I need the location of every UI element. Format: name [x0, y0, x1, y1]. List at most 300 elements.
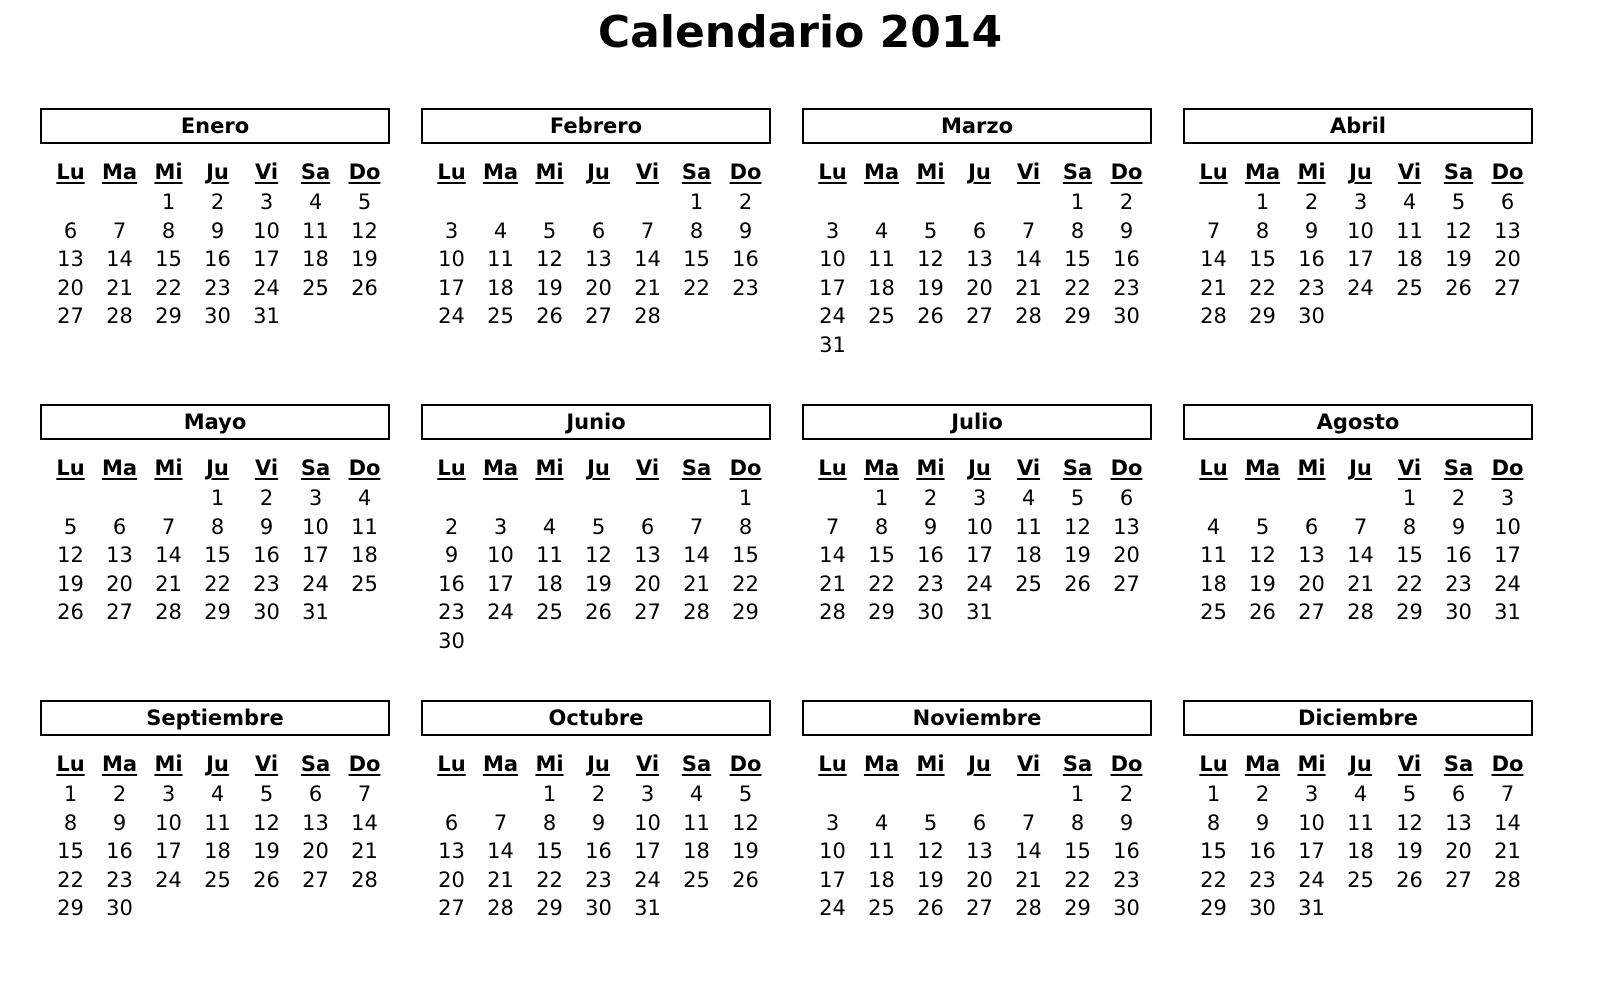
day-number: 20	[302, 839, 329, 863]
day-number: 15	[732, 543, 759, 567]
day-number: 31	[966, 600, 993, 624]
day-number: 8	[1070, 810, 1085, 835]
day-number: 28	[1015, 896, 1042, 920]
day-number: 25	[1347, 867, 1374, 892]
day-number: 29	[868, 600, 895, 624]
day-number: 10	[155, 810, 182, 835]
weekday-label: Vi	[635, 752, 660, 776]
weekday-label: Sa	[300, 456, 331, 480]
day-number: 10	[634, 810, 661, 835]
month-name: Septiembre	[40, 700, 390, 736]
day-number: 29	[1200, 896, 1227, 920]
day-number: 6	[1500, 190, 1515, 214]
day-number: 14	[634, 247, 661, 271]
day-number: 28	[819, 600, 846, 624]
day-grid	[427, 484, 771, 655]
day-number: 14	[1015, 839, 1042, 863]
day-number: 28	[634, 304, 661, 328]
day-number: 17	[966, 543, 993, 567]
day-number: 1	[874, 486, 889, 510]
day-number: 8	[210, 514, 225, 539]
weekday-label: Mi	[154, 752, 183, 776]
day-number: 15	[1064, 839, 1091, 863]
day-number: 21	[1015, 275, 1042, 300]
day-number: 9	[1119, 218, 1134, 243]
day-number: 1	[738, 486, 753, 510]
weekday-label: Ju	[968, 752, 991, 776]
day-number: 12	[1396, 810, 1423, 835]
day-number: 11	[683, 810, 710, 835]
day-number: 12	[917, 247, 944, 271]
day-number: 13	[1113, 514, 1140, 539]
day-grid	[1189, 484, 1533, 627]
weekday-label: Do	[348, 752, 381, 776]
day-number: 30	[1298, 304, 1325, 328]
day-number: 23	[1298, 275, 1325, 300]
day-number: 26	[253, 867, 280, 892]
day-number: 31	[253, 304, 280, 328]
weekday-label: Ju	[587, 160, 610, 184]
weekday-label: Sa	[300, 160, 331, 184]
day-number: 21	[819, 571, 846, 596]
day-number: 20	[634, 571, 661, 596]
day-number: 22	[1200, 867, 1227, 892]
weekday-label: Lu	[437, 456, 466, 480]
day-number: 19	[536, 275, 563, 300]
day-number: 2	[1255, 782, 1270, 806]
weekday-label: Do	[1491, 456, 1524, 480]
day-number: 17	[1347, 247, 1374, 271]
weekday-label: Sa	[1062, 160, 1093, 184]
day-number: 27	[966, 896, 993, 920]
day-number: 24	[302, 571, 329, 596]
weekday-label: Vi	[635, 456, 660, 480]
day-number: 7	[1021, 810, 1036, 835]
weekday-header-row	[1189, 156, 1533, 188]
day-number: 18	[1015, 543, 1042, 567]
day-number: 18	[302, 247, 329, 271]
weekday-label: Ma	[482, 752, 519, 776]
day-number: 13	[634, 543, 661, 567]
day-number: 5	[259, 782, 274, 806]
day-number: 22	[1396, 571, 1423, 596]
day-number: 24	[819, 896, 846, 920]
day-number: 11	[487, 247, 514, 271]
day-number: 24	[487, 600, 514, 624]
day-number: 2	[1451, 486, 1466, 510]
weekday-label: Ju	[587, 752, 610, 776]
day-number: 27	[966, 304, 993, 328]
day-number: 23	[917, 571, 944, 596]
day-number: 8	[689, 218, 704, 243]
day-number: 7	[161, 514, 176, 539]
day-number: 25	[1396, 275, 1423, 300]
weekday-label: Sa	[681, 752, 712, 776]
day-number: 11	[204, 810, 231, 835]
day-number: 11	[868, 247, 895, 271]
day-number: 29	[57, 896, 84, 920]
day-number: 20	[1445, 839, 1472, 863]
day-number: 4	[357, 486, 372, 510]
day-number: 26	[732, 867, 759, 892]
day-number: 18	[536, 571, 563, 596]
day-number: 4	[493, 218, 508, 243]
day-number: 7	[640, 218, 655, 243]
day-number: 23	[204, 275, 231, 300]
day-grid	[46, 484, 390, 627]
day-number: 16	[1445, 543, 1472, 567]
weekday-label: Mi	[535, 456, 564, 480]
day-number: 11	[1015, 514, 1042, 539]
day-number: 10	[819, 839, 846, 863]
day-number: 14	[1200, 247, 1227, 271]
day-grid	[1189, 780, 1533, 923]
day-number: 5	[1070, 486, 1085, 510]
day-number: 17	[819, 867, 846, 892]
day-number: 13	[1298, 543, 1325, 567]
day-number: 22	[1064, 275, 1091, 300]
day-number: 19	[1249, 571, 1276, 596]
day-number: 7	[112, 218, 127, 243]
day-number: 29	[1249, 304, 1276, 328]
day-number: 5	[542, 218, 557, 243]
day-number: 23	[1113, 275, 1140, 300]
day-number: 22	[1249, 275, 1276, 300]
day-number: 10	[1298, 810, 1325, 835]
day-number: 15	[1200, 839, 1227, 863]
weekday-label: Mi	[535, 160, 564, 184]
weekday-label: Ma	[863, 456, 900, 480]
day-number: 18	[351, 543, 378, 567]
weekday-label: Sa	[1443, 752, 1474, 776]
day-number: 1	[1255, 190, 1270, 214]
day-number: 13	[966, 839, 993, 863]
day-number: 31	[634, 896, 661, 920]
day-number: 17	[438, 275, 465, 300]
day-number: 5	[923, 810, 938, 835]
weekday-label: Vi	[1397, 456, 1422, 480]
day-number: 16	[1249, 839, 1276, 863]
day-number: 30	[917, 600, 944, 624]
day-number: 25	[868, 304, 895, 328]
day-number: 17	[487, 571, 514, 596]
day-number: 20	[1494, 247, 1521, 271]
day-number: 8	[542, 810, 557, 835]
day-number: 6	[972, 218, 987, 243]
day-number: 25	[204, 867, 231, 892]
weekday-header-row	[427, 452, 771, 484]
day-number: 16	[1113, 839, 1140, 863]
day-number: 14	[683, 543, 710, 567]
day-number: 9	[112, 810, 127, 835]
day-number: 19	[1396, 839, 1423, 863]
day-number: 3	[493, 514, 508, 539]
day-number: 16	[1113, 247, 1140, 271]
day-number: 10	[1347, 218, 1374, 243]
day-number: 5	[357, 190, 372, 214]
day-number: 13	[585, 247, 612, 271]
day-number: 12	[917, 839, 944, 863]
day-number: 26	[351, 275, 378, 300]
day-number: 30	[1113, 304, 1140, 328]
day-number: 9	[591, 810, 606, 835]
day-number: 10	[1494, 514, 1521, 539]
weekday-label: Ma	[482, 160, 519, 184]
day-number: 25	[868, 896, 895, 920]
day-number: 27	[1494, 275, 1521, 300]
day-number: 6	[972, 810, 987, 835]
day-number: 19	[351, 247, 378, 271]
day-number: 7	[689, 514, 704, 539]
day-number: 21	[1494, 839, 1521, 863]
weekday-label: Ju	[968, 160, 991, 184]
day-number: 2	[1119, 190, 1134, 214]
weekday-label: Lu	[1199, 456, 1228, 480]
day-number: 8	[874, 514, 889, 539]
weekday-label: Ju	[1349, 456, 1372, 480]
day-number: 11	[1200, 543, 1227, 567]
weekday-label: Vi	[254, 752, 279, 776]
day-number: 5	[591, 514, 606, 539]
day-number: 14	[487, 839, 514, 863]
day-number: 21	[351, 839, 378, 863]
weekday-label: Mi	[916, 456, 945, 480]
day-number: 20	[1113, 543, 1140, 567]
day-number: 27	[57, 304, 84, 328]
day-number: 26	[1064, 571, 1091, 596]
day-number: 23	[106, 867, 133, 892]
day-number: 22	[204, 571, 231, 596]
day-number: 15	[536, 839, 563, 863]
day-number: 2	[1304, 190, 1319, 214]
day-number: 20	[966, 275, 993, 300]
day-number: 26	[57, 600, 84, 624]
page-title: Calendario 2014	[597, 7, 1003, 58]
day-number: 11	[302, 218, 329, 243]
weekday-label: Vi	[1397, 160, 1422, 184]
day-number: 8	[1402, 514, 1417, 539]
day-number: 30	[204, 304, 231, 328]
weekday-label: Mi	[1297, 456, 1326, 480]
day-number: 5	[63, 514, 78, 539]
day-number: 23	[1249, 867, 1276, 892]
weekday-label: Lu	[437, 752, 466, 776]
day-number: 26	[585, 600, 612, 624]
day-number: 3	[308, 486, 323, 510]
day-number: 11	[351, 514, 378, 539]
day-number: 21	[1015, 867, 1042, 892]
day-number: 30	[1249, 896, 1276, 920]
weekday-label: Vi	[254, 160, 279, 184]
weekday-label: Ma	[1244, 752, 1281, 776]
day-number: 24	[253, 275, 280, 300]
weekday-label: Lu	[1199, 160, 1228, 184]
weekday-header-row	[808, 748, 1152, 780]
day-number: 7	[825, 514, 840, 539]
day-number: 5	[738, 782, 753, 806]
day-number: 23	[1445, 571, 1472, 596]
day-number: 6	[640, 514, 655, 539]
day-number: 28	[1494, 867, 1521, 892]
day-number: 19	[57, 571, 84, 596]
day-number: 14	[819, 543, 846, 567]
day-number: 28	[683, 600, 710, 624]
day-number: 8	[1206, 810, 1221, 835]
month-name: Diciembre	[1183, 700, 1533, 736]
weekday-label: Sa	[1443, 160, 1474, 184]
day-number: 15	[683, 247, 710, 271]
day-number: 29	[732, 600, 759, 624]
day-number: 1	[161, 190, 176, 214]
weekday-label: Sa	[1062, 752, 1093, 776]
weekday-label: Sa	[300, 752, 331, 776]
weekday-label: Lu	[437, 160, 466, 184]
day-number: 16	[438, 571, 465, 596]
day-number: 26	[917, 896, 944, 920]
day-number: 28	[1347, 600, 1374, 624]
weekday-label: Do	[729, 456, 762, 480]
day-number: 23	[438, 600, 465, 624]
weekday-label: Mi	[916, 752, 945, 776]
day-number: 27	[634, 600, 661, 624]
day-number: 8	[1255, 218, 1270, 243]
day-number: 27	[302, 867, 329, 892]
day-number: 6	[444, 810, 459, 835]
day-number: 8	[161, 218, 176, 243]
day-number: 10	[253, 218, 280, 243]
day-number: 2	[1119, 782, 1134, 806]
day-number: 1	[1206, 782, 1221, 806]
day-number: 17	[819, 275, 846, 300]
day-number: 2	[444, 514, 459, 539]
day-number: 22	[1064, 867, 1091, 892]
day-number: 30	[106, 896, 133, 920]
day-number: 30	[585, 896, 612, 920]
day-number: 30	[1445, 600, 1472, 624]
day-number: 15	[57, 839, 84, 863]
weekday-label: Mi	[154, 160, 183, 184]
day-number: 9	[1451, 514, 1466, 539]
day-number: 5	[1451, 190, 1466, 214]
day-number: 9	[1304, 218, 1319, 243]
day-number: 20	[585, 275, 612, 300]
weekday-label: Lu	[56, 160, 85, 184]
day-number: 14	[351, 810, 378, 835]
day-number: 25	[351, 571, 378, 596]
day-number: 10	[966, 514, 993, 539]
day-number: 10	[819, 247, 846, 271]
day-number: 12	[732, 810, 759, 835]
weekday-label: Mi	[1297, 752, 1326, 776]
day-number: 21	[106, 275, 133, 300]
day-number: 6	[1451, 782, 1466, 806]
day-grid	[427, 780, 771, 923]
day-number: 9	[738, 218, 753, 243]
day-number: 23	[1113, 867, 1140, 892]
day-number: 6	[63, 218, 78, 243]
day-number: 31	[302, 600, 329, 624]
day-number: 12	[585, 543, 612, 567]
weekday-label: Lu	[818, 752, 847, 776]
day-number: 25	[683, 867, 710, 892]
weekday-header-row	[46, 156, 390, 188]
day-number: 21	[487, 867, 514, 892]
day-number: 23	[253, 571, 280, 596]
day-number: 19	[585, 571, 612, 596]
weekday-label: Do	[729, 160, 762, 184]
weekday-header-row	[46, 748, 390, 780]
weekday-header-row	[427, 156, 771, 188]
day-number: 26	[917, 304, 944, 328]
day-number: 23	[585, 867, 612, 892]
day-number: 4	[308, 190, 323, 214]
weekday-label: Mi	[916, 160, 945, 184]
day-number: 20	[1298, 571, 1325, 596]
weekday-label: Lu	[818, 456, 847, 480]
weekday-label: Ju	[206, 752, 229, 776]
weekday-label: Sa	[1443, 456, 1474, 480]
day-number: 8	[1070, 218, 1085, 243]
day-number: 18	[487, 275, 514, 300]
day-number: 11	[536, 543, 563, 567]
day-number: 11	[868, 839, 895, 863]
day-number: 3	[1500, 486, 1515, 510]
day-number: 30	[438, 628, 465, 653]
day-number: 9	[259, 514, 274, 539]
day-grid	[808, 188, 1152, 359]
day-number: 2	[210, 190, 225, 214]
day-number: 6	[1304, 514, 1319, 539]
day-grid	[808, 780, 1152, 923]
day-number: 18	[868, 275, 895, 300]
day-number: 18	[683, 839, 710, 863]
day-number: 9	[210, 218, 225, 243]
day-number: 7	[1500, 782, 1515, 806]
day-number: 7	[1021, 218, 1036, 243]
day-number: 9	[1119, 810, 1134, 835]
day-number: 12	[1445, 218, 1472, 243]
day-number: 29	[1396, 600, 1423, 624]
day-number: 5	[1255, 514, 1270, 539]
day-number: 8	[738, 514, 753, 539]
weekday-label: Ju	[1349, 160, 1372, 184]
day-number: 28	[487, 896, 514, 920]
day-number: 14	[106, 247, 133, 271]
weekday-header-row	[427, 748, 771, 780]
day-number: 3	[259, 190, 274, 214]
day-number: 16	[1298, 247, 1325, 271]
day-number: 28	[1200, 304, 1227, 328]
weekday-label: Ma	[1244, 456, 1281, 480]
weekday-label: Ju	[968, 456, 991, 480]
weekday-label: Sa	[681, 160, 712, 184]
weekday-label: Do	[1110, 160, 1143, 184]
day-number: 17	[302, 543, 329, 567]
day-number: 13	[966, 247, 993, 271]
day-number: 2	[112, 782, 127, 806]
day-number: 4	[1021, 486, 1036, 510]
weekday-label: Lu	[818, 160, 847, 184]
day-number: 24	[819, 304, 846, 328]
day-number: 24	[1347, 275, 1374, 300]
weekday-label: Ma	[482, 456, 519, 480]
day-number: 20	[966, 867, 993, 892]
month-name: Febrero	[421, 108, 771, 144]
day-number: 19	[1445, 247, 1472, 271]
weekday-label: Vi	[1016, 160, 1041, 184]
day-number: 14	[1015, 247, 1042, 271]
day-number: 15	[1064, 247, 1091, 271]
